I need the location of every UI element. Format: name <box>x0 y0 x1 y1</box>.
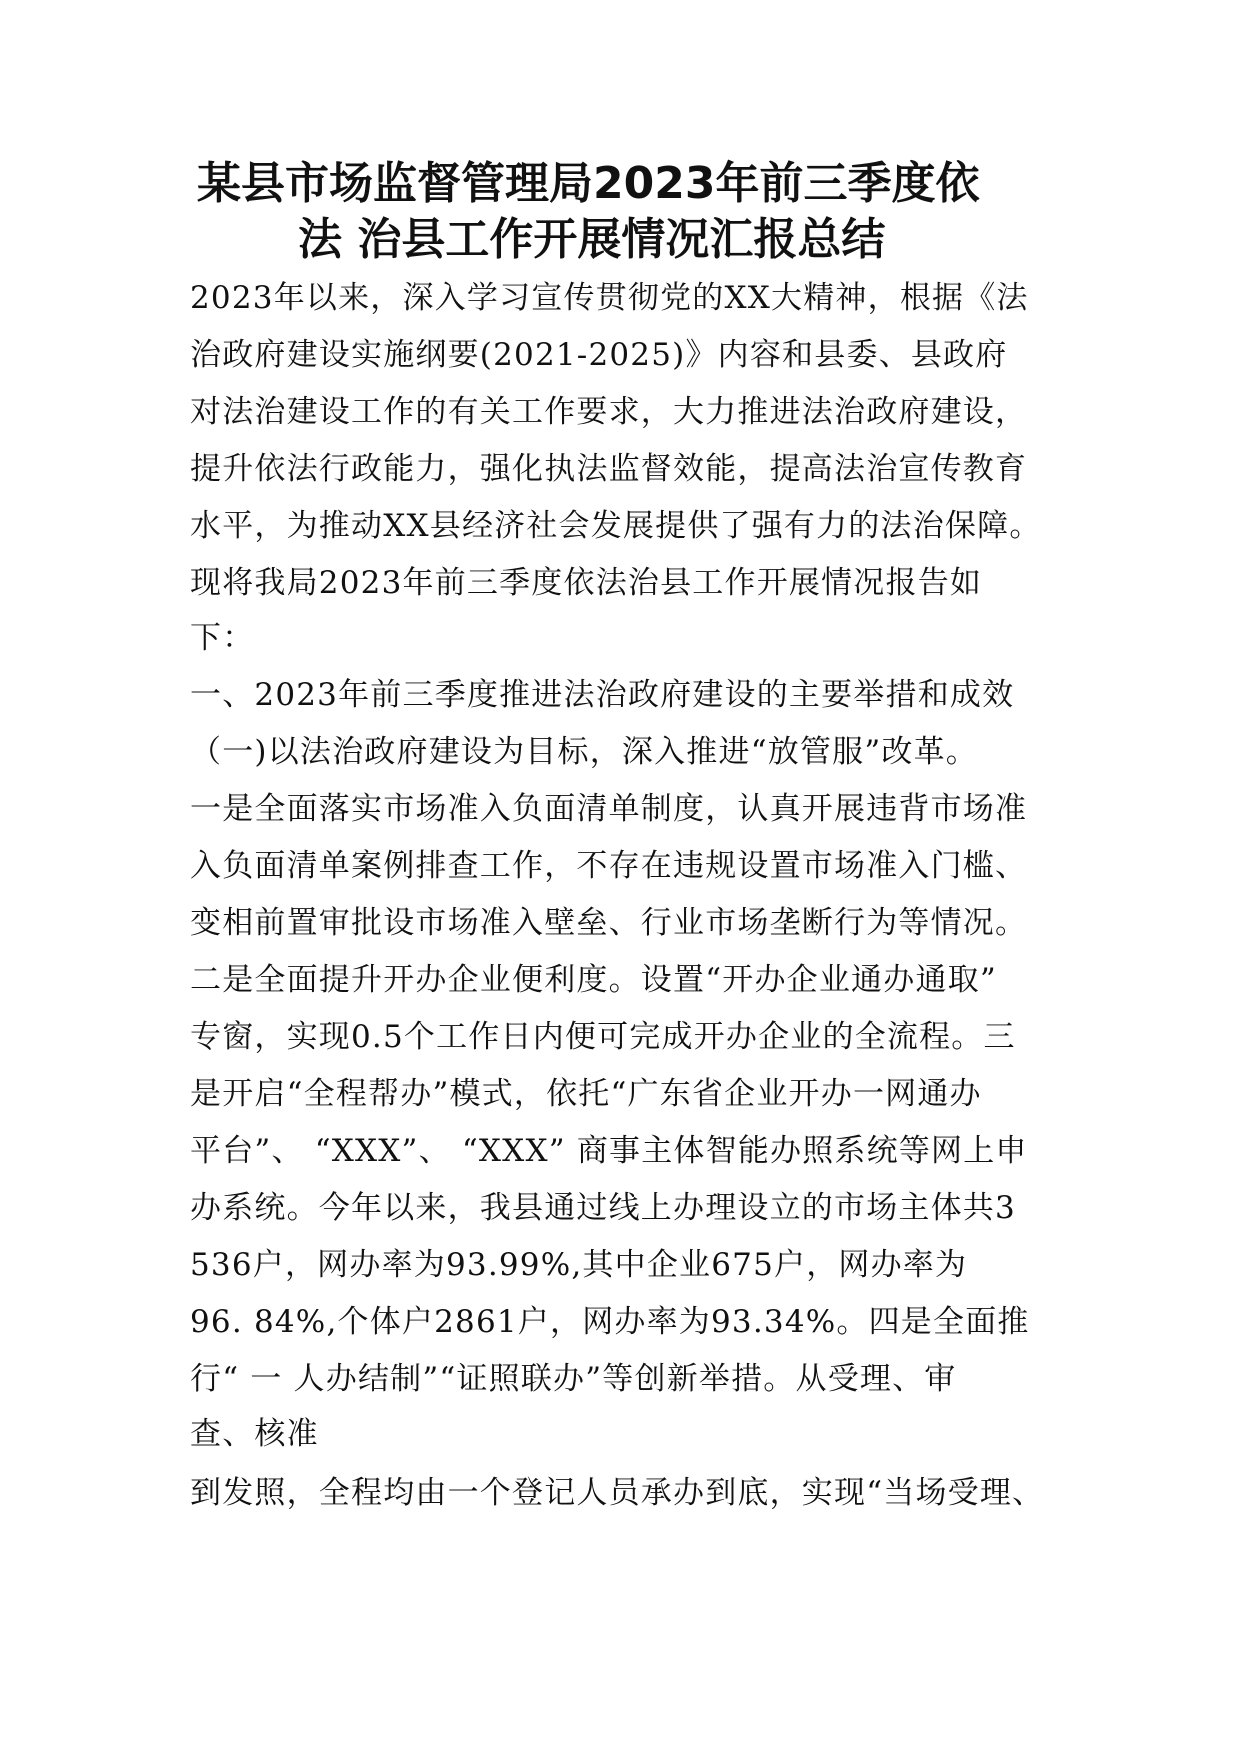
body-line: 二是全面提升开办企业便利度。设置“开办企业通办通取” <box>190 962 997 998</box>
body-line: 536户，网办率为93.99%,其中企业675户，网办率为 <box>190 1247 968 1283</box>
section-heading: 一、2023年前三季度推进法治政府建设的主要举措和成效 <box>190 677 1015 713</box>
body-line: 对法治建设工作的有关工作要求，大力推进法治政府建设， <box>190 394 1028 430</box>
body-line: 提升依法行政能力，强化执法监督效能，提高法治宣传教育 <box>190 451 1028 487</box>
document-title-line-1: 某县市场监督管理局2023年前三季度依 <box>197 158 980 209</box>
body-line: 96. 84%,个体户2861户，网办率为93.34%。四是全面推 <box>190 1304 1030 1340</box>
body-line: 平台”、 “XXX”、 “XXX” 商事主体智能办照系统等网上申 <box>190 1133 1028 1169</box>
subsection-heading: （一)以法治政府建设为目标，深入推进“放管服”改革。 <box>190 734 978 770</box>
body-line: 现将我局2023年前三季度依法治县工作开展情况报告如 <box>190 565 983 601</box>
body-line: 下： <box>190 620 255 656</box>
body-line: 一是全面落实市场准入负面清单制度，认真开展违背市场准 <box>190 791 1028 827</box>
body-line: 行“ 一 人办结制”“证照联办”等创新举措。从受理、审 <box>190 1361 957 1397</box>
body-line: 专窗，实现0.5个工作日内便可完成开办企业的全流程。三 <box>190 1019 1016 1055</box>
body-line: 入负面清单案例排查工作，不存在违规设置市场准入门槛、 <box>190 848 1028 884</box>
body-line: 治政府建设实施纲要(2021-2025)》内容和县委、县政府 <box>190 337 1008 373</box>
body-line: 2023年以来，深入学习宣传贯彻党的XX大精神，根据《法 <box>190 280 1029 316</box>
body-line: 办系统。今年以来，我县通过线上办理设立的市场主体共3 <box>190 1190 1016 1226</box>
body-line: 水平，为推动XX县经济社会发展提供了强有力的法治保障。 <box>190 508 1042 544</box>
document-title-line-2: 法 治县工作开展情况汇报总结 <box>298 214 886 265</box>
body-line: 是开启“全程帮办”模式，依托“广东省企业开办一网通办 <box>190 1076 982 1112</box>
body-line: 查、核准 <box>190 1416 319 1452</box>
body-line: 到发照，全程均由一个登记人员承办到底，实现“当场受理、 <box>190 1475 1045 1511</box>
body-line: 变相前置审批设市场准入壁垒、行业市场垄断行为等情况。 <box>190 905 1028 941</box>
